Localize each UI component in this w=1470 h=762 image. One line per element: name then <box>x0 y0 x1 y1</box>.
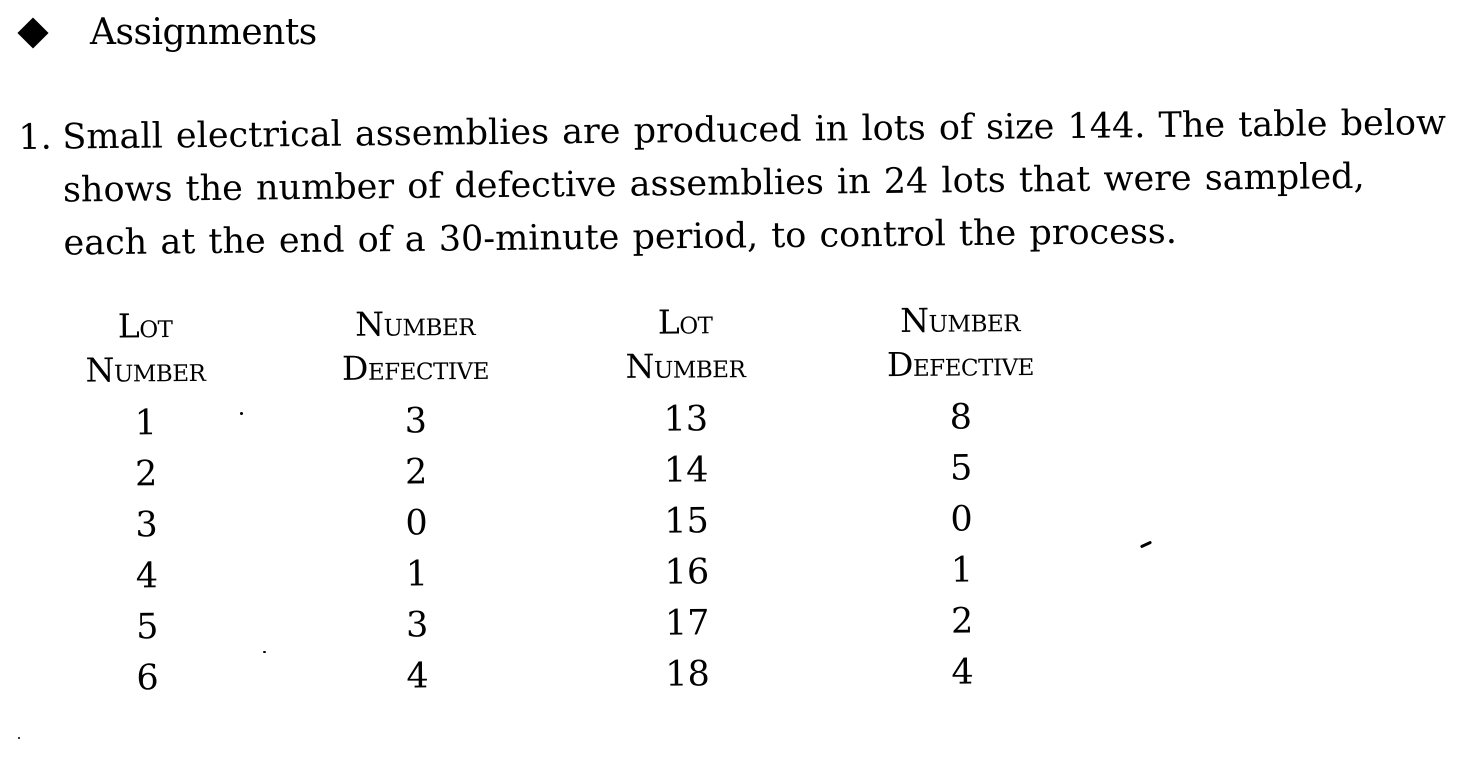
header-lot-number-2: Lot Number <box>625 302 746 386</box>
diamond-bullet-icon <box>17 17 48 48</box>
table-cell: 0 <box>405 503 428 544</box>
table-row <box>42 544 1132 603</box>
table-row <box>41 391 1131 450</box>
table-cell: 2 <box>404 452 428 493</box>
table-cell: 6 <box>136 658 159 699</box>
table-header-row <box>40 297 1131 399</box>
table-cell: 1 <box>134 403 158 444</box>
table-cell: 18 <box>665 654 710 695</box>
problem-number: 1. <box>18 117 53 158</box>
scan-speck <box>263 651 266 653</box>
table-cell: 2 <box>134 454 158 495</box>
table-row <box>42 646 1132 705</box>
table-cell: 2 <box>950 601 974 642</box>
header-number-defective-2: Number Defective <box>886 300 1035 385</box>
table-cell: 5 <box>135 607 159 648</box>
header-lot-number-1: Lot Number <box>85 306 206 390</box>
scan-speck <box>240 412 243 415</box>
table-row <box>41 442 1131 501</box>
scan-speck <box>1140 541 1152 549</box>
header-number-defective-1: Number Defective <box>341 303 490 388</box>
problem-statement <box>18 85 1450 271</box>
defects-table <box>40 297 1133 705</box>
table-cell: 1 <box>405 554 429 595</box>
table-cell: 16 <box>664 552 710 593</box>
table-cell: 3 <box>405 605 429 646</box>
table-cell: 5 <box>949 448 973 489</box>
section-title: Assignments <box>90 12 317 53</box>
table-cell: 3 <box>135 505 158 546</box>
table-cell: 4 <box>135 556 159 597</box>
scan-speck <box>18 737 20 739</box>
problem-text: Small electrical assemblies are produced in lots of size 144. The table below shows the number of defective assemblies in 24 lots that were sampled, each at the end of a 30-minute period, to control the process. <box>62 103 1447 264</box>
table-cell: 4 <box>951 652 974 693</box>
table-cell: 15 <box>664 501 709 542</box>
table-cell: 14 <box>663 450 709 491</box>
table-cell: 8 <box>949 397 973 438</box>
table-row <box>41 493 1131 552</box>
table-cell: 0 <box>950 499 973 540</box>
table-cell: 3 <box>404 401 428 442</box>
table-cell: 13 <box>663 399 709 440</box>
table-cell: 17 <box>664 603 710 644</box>
table-cell: 1 <box>950 550 974 591</box>
section-heading <box>18 12 317 53</box>
table-row <box>42 595 1132 654</box>
table-cell: 4 <box>406 656 429 697</box>
